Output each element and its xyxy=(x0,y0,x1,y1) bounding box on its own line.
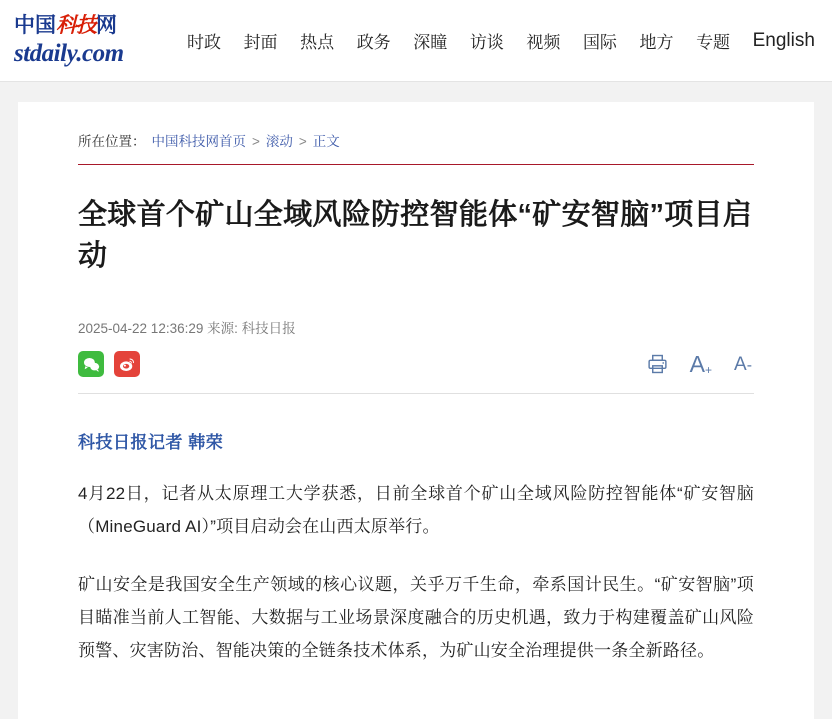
site-header xyxy=(0,0,832,82)
font-decrease-button[interactable] xyxy=(734,355,752,374)
font-increase-label: A xyxy=(689,350,706,377)
breadcrumb xyxy=(78,102,754,150)
breadcrumb-label: 所在位置： xyxy=(78,134,146,149)
header-divider-red xyxy=(78,164,754,165)
nav-item-shizheng[interactable]: 时政 xyxy=(187,33,221,52)
breadcrumb-section-link[interactable]: 滚动 xyxy=(265,134,293,149)
nav-item-zhuanti[interactable]: 专题 xyxy=(696,33,731,52)
nav-item-difang[interactable]: 地方 xyxy=(639,33,674,52)
nav-item-english[interactable]: English xyxy=(752,29,815,51)
logo-text-red: 科技 xyxy=(56,13,96,37)
page-container xyxy=(0,82,832,719)
logo-domain-text: stdaily.com xyxy=(14,40,124,67)
nav-item-shentong[interactable]: 深瞳 xyxy=(413,33,448,52)
share-buttons xyxy=(78,351,140,377)
logo-text-part1: 中国 xyxy=(14,14,56,37)
breadcrumb-home-link[interactable]: 中国科技网首页 xyxy=(151,134,246,149)
font-increase-button[interactable] xyxy=(689,350,713,377)
font-decrease-sup: - xyxy=(746,357,752,375)
breadcrumb-current: 正文 xyxy=(312,134,340,149)
article-paragraph-2: 矿山安全是我国安全生产领域的核心议题，关乎万千生命，牵系国计民生。“矿安智脑”项目瞄准当前人工智能、大数据与工业场景深度融合的历史机遇，致力于构建覆盖矿山风险预警、灾害防治、智能决策的全链条技术体系，为矿山安全治理提供一条全新路径。 xyxy=(78,574,754,660)
print-icon[interactable] xyxy=(647,354,668,374)
weibo-share-icon[interactable] xyxy=(114,351,140,377)
reading-tools xyxy=(647,350,754,377)
breadcrumb-separator-1: > xyxy=(252,134,260,149)
font-increase-sup: + xyxy=(705,362,713,377)
toolbar-divider xyxy=(78,393,754,394)
nav-item-guoji[interactable]: 国际 xyxy=(582,33,617,52)
font-decrease-label: A xyxy=(734,353,747,375)
article-meta: 2025-04-22 12:36:29 来源: 科技日报 xyxy=(78,321,296,337)
wechat-share-icon[interactable] xyxy=(78,351,104,377)
article-title: 全球首个矿山全域风险防控智能体“矿安智脑”项目启动 xyxy=(78,199,753,273)
article-toolbar xyxy=(78,351,754,393)
nav-item-redian[interactable]: 热点 xyxy=(300,33,335,52)
breadcrumb-separator-2: > xyxy=(298,134,307,149)
logo-chinese-text xyxy=(14,15,140,36)
main-navigation xyxy=(140,26,818,55)
article-paragraph-1: 4月22日，记者从太原理工大学获悉，日前全球首个矿山全域风险防控智能体“矿安智脑（MineGuard AI）”项目启动会在山西太原举行。 xyxy=(78,484,754,537)
article-byline[interactable]: 科技日报记者 韩荣 xyxy=(78,433,224,453)
article-card xyxy=(18,102,814,719)
nav-item-fangtan[interactable]: 访谈 xyxy=(469,33,504,52)
site-logo[interactable] xyxy=(10,15,140,66)
nav-item-shipin[interactable]: 视频 xyxy=(526,33,561,52)
nav-item-zhengwu[interactable]: 政务 xyxy=(356,33,391,52)
nav-item-fengmian[interactable]: 封面 xyxy=(243,33,278,52)
logo-text-part2: 网 xyxy=(96,14,117,37)
